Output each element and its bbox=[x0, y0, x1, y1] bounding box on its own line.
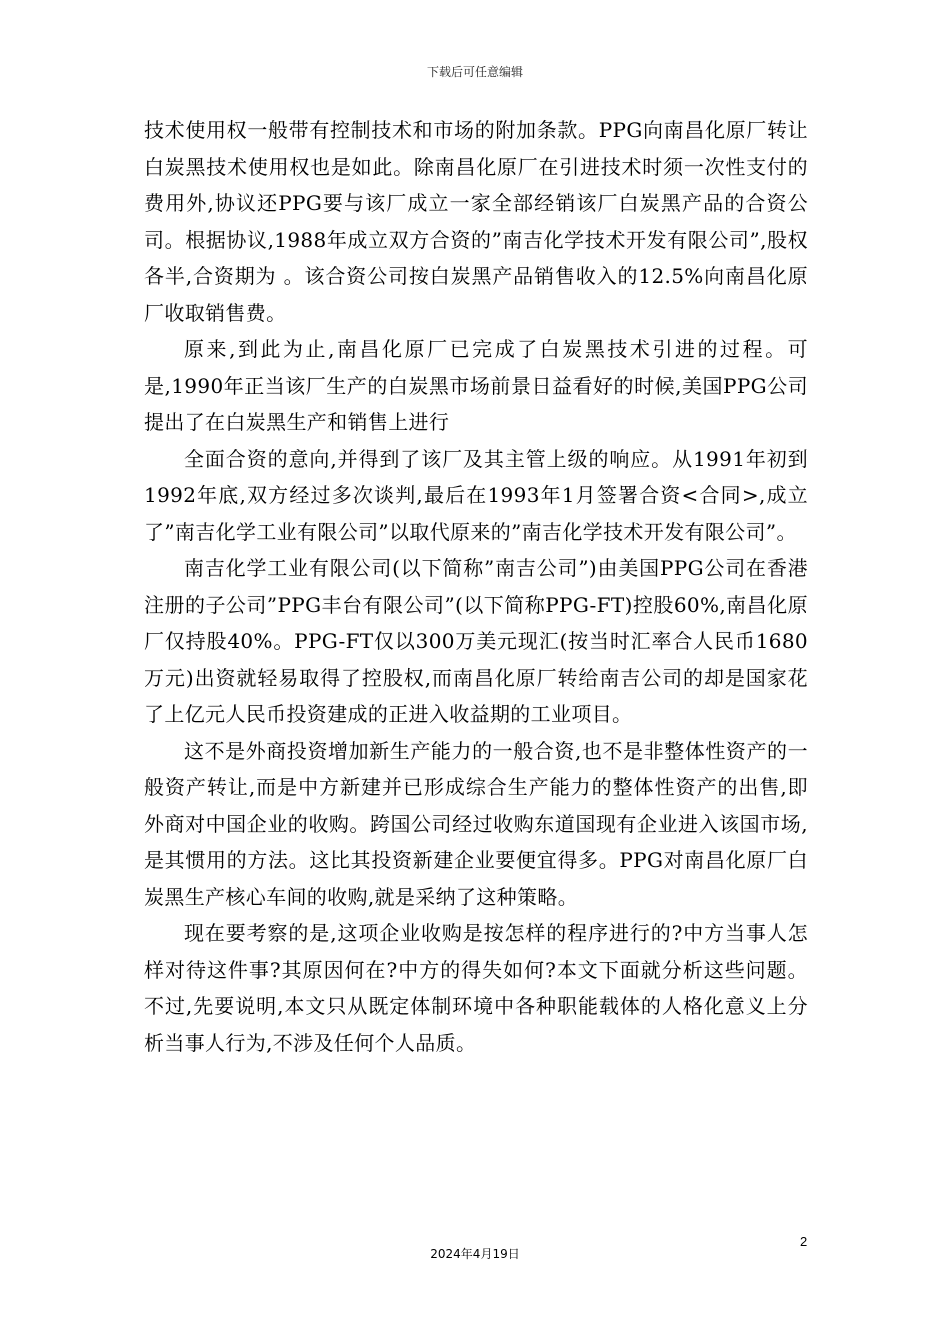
page-footer-date: 2024年4月19日 bbox=[430, 1247, 520, 1261]
document-body bbox=[144, 112, 808, 1061]
page-header: 下载后可任意编辑 bbox=[426, 65, 523, 79]
paragraph-1: 技术使用权一般带有控制技术和市场的附加条款。PPG向南昌化原厂转让白炭黑技术使用权也是如此。除南昌化原厂在引进技术时须一次性支付的费用外,协议还PPG要与该厂成立一家全部经销该厂白炭黑产品的合资公司。根据协议,1988年成立双方合资的”南吉化学技术开发有限公司”,股权各半,合资期为 。该合资公司按白炭黑产品销售收入的12.5%向南昌化原厂收取销售费。 bbox=[144, 118, 808, 325]
paragraph-6: 现在要考察的是,这项企业收购是按怎样的程序进行的?中方当事人怎样对待这件事?其原因何在?中方的得失如何?本文下面就分析这些问题。不过,先要说明,本文只从既定体制环境中各种职能载体的人格化意义上分析当事人行为,不涉及任何个人品质。 bbox=[144, 921, 808, 1055]
page-number: 2 bbox=[800, 1234, 808, 1249]
paragraph-4: 南吉化学工业有限公司(以下简称”南吉公司”)由美国PPG公司在香港注册的子公司”PPG丰台有限公司”(以下简称PPG-FT)控股60%,南昌化原厂仅持股40%。PPG-FT仅以300万美元现汇(按当时汇率合人民币1680万元)出资就轻易取得了控股权,而南昌化原厂转给南吉公司的却是国家花了上亿元人民币投资建成的正进入收益期的工业项目。 bbox=[144, 556, 808, 726]
paragraph-2: 原来,到此为止,南昌化原厂已完成了白炭黑技术引进的过程。可是,1990年正当该厂生产的白炭黑市场前景日益看好的时候,美国PPG公司提出了在白炭黑生产和销售上进行 bbox=[144, 337, 808, 434]
paragraph-5: 这不是外商投资增加新生产能力的一般合资,也不是非整体性资产的一般资产转让,而是中方新建并已形成综合生产能力的整体性资产的出售,即外商对中国企业的收购。跨国公司经过收购东道国现有企业进入该国市场,是其惯用的方法。这比其投资新建企业要便宜得多。PPG对南昌化原厂白炭黑生产核心车间的收购,就是采纳了这种策略。 bbox=[144, 738, 808, 909]
paragraph-3: 全面合资的意向,并得到了该厂及其主管上级的响应。从1991年初到1992年底,双方经过多次谈判,最后在1993年1月签署合资<合同>,成立了”南吉化学工业有限公司”以取代原来的”南吉化学技术开发有限公司”。 bbox=[144, 446, 808, 544]
